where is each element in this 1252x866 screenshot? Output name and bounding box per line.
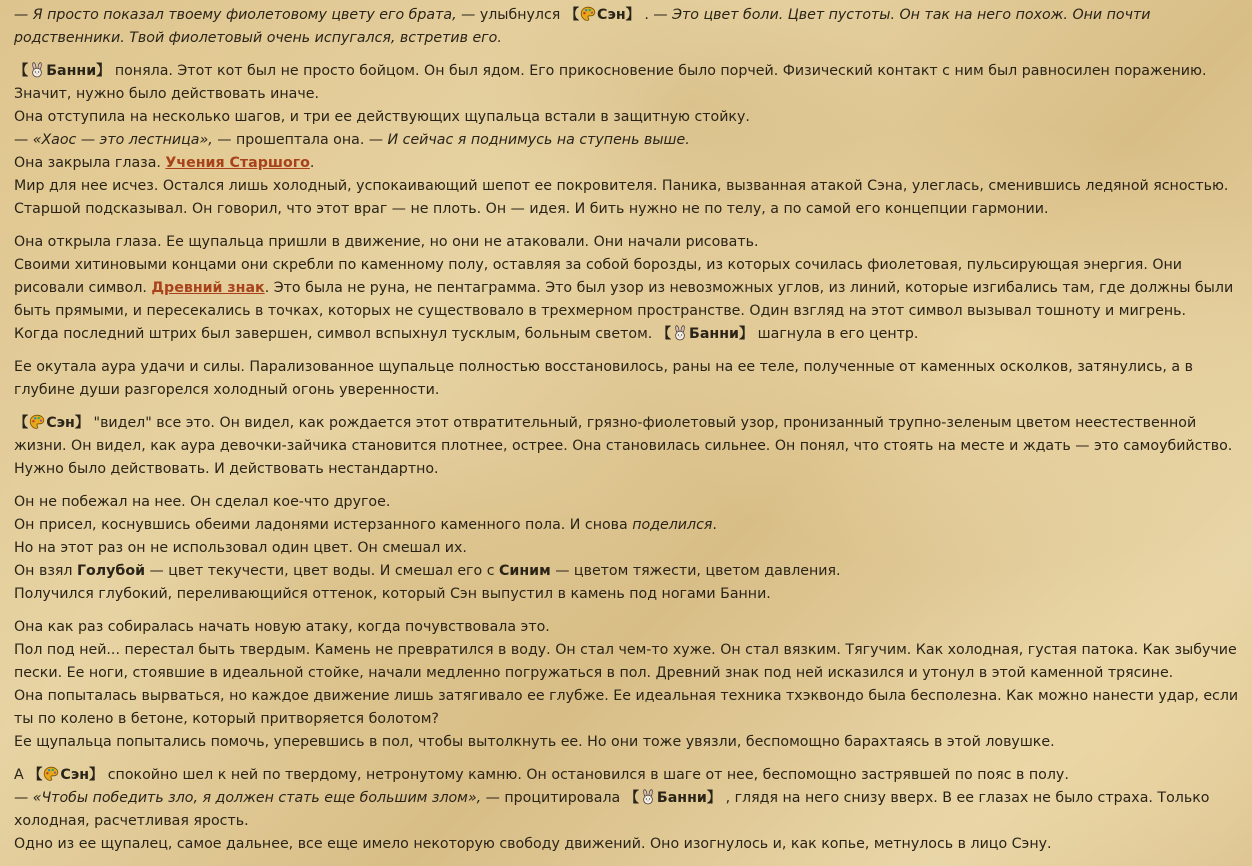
character-tag-sen: 【 Сэн】	[564, 7, 640, 23]
text-segment: Она закрыла глаза.	[14, 155, 166, 171]
text-segment: — цвет текучести, цвет воды. И смешал его с	[145, 563, 500, 579]
bold-term: Голубой	[76, 563, 146, 579]
text-segment: Одно из ее щупалец, самое дальнее, все еще имело некоторую свободу движений. Оно изогнулось и, как копье, метнулось в лицо Сэну.	[14, 836, 1052, 852]
text-line	[14, 254, 1240, 323]
text-line	[14, 787, 1240, 833]
character-name: Сэн	[60, 767, 90, 783]
text-line	[14, 231, 1240, 254]
italic-speech: — Я просто показал твоему фиолетовому цвету его брата, —	[14, 7, 480, 23]
term-link[interactable]: Учения Старшого	[165, 155, 310, 171]
text-segment: спокойно шел к ней по твердому, нетронутому камню. Он остановился в шаге от нее, беспомощно застрявшей по пояс в полу.	[103, 767, 1069, 783]
text-line	[14, 639, 1240, 685]
paragraph	[14, 412, 1240, 481]
character-name: Сэн	[597, 7, 626, 23]
text-line	[14, 616, 1240, 639]
text-segment: .	[309, 155, 315, 171]
character-tag-banni: 【 Банни】	[624, 790, 722, 806]
text-line	[14, 175, 1240, 221]
text-segment: Он взял	[14, 563, 77, 579]
text-segment: Она как раз собиралась начать новую атаку, когда почувствовала это.	[14, 619, 550, 635]
text-segment: Он присел, коснувшись обеими ладонями истерзанного каменного пола. И снова	[14, 517, 633, 533]
text-line	[14, 491, 1240, 514]
text-segment: процитировала	[504, 790, 625, 806]
character-tag-banni: 【 Банни】	[656, 326, 754, 342]
text-line	[14, 323, 1240, 346]
rabbit-icon	[640, 789, 656, 805]
character-tag-sen: 【 Сэн】	[14, 415, 90, 431]
text-segment: Своими хитиновыми концами они скребли по каменному полу, оставляя за собой борозды, из которых сочилась фиолетовая, пульсирующая энергия. Они рисовали символ.	[14, 257, 1183, 296]
text-line	[14, 685, 1240, 731]
text-segment: Получился глубокий, переливающийся оттенок, который Сэн выпустил в камень под ногами Банни.	[14, 586, 771, 602]
text-segment: шагнула в его центр.	[753, 326, 919, 342]
text-segment: Пол под ней... перестал быть твердым. Камень не превратился в воду. Он стал чем-то хуже. Он стал вязким. Тягучим. Как холодная, густая патока. Как зыбучие пески. Ее ноги, стоявшие в идеальной стойке, начали медленно погружаться в пол. Древний знак под ней исказился и утонул в этой каменной трясине.	[14, 642, 1237, 681]
text-line	[14, 356, 1240, 402]
character-tag-banni: 【 Банни】	[14, 63, 111, 79]
text-segment: поняла. Этот кот был не просто бойцом. Он был ядом. Его прикосновение было порчей. Физический контакт с ним был равносилен поражению. Значит, нужно было действовать иначе.	[14, 63, 1207, 102]
text-line	[14, 514, 1240, 537]
character-name: Сэн	[46, 415, 75, 431]
text-segment: Когда последний штрих был завершен, символ вспыхнул тусклым, больным светом.	[14, 326, 657, 342]
text-line	[14, 60, 1240, 106]
text-line	[14, 833, 1240, 856]
rabbit-icon	[29, 62, 45, 78]
text-line	[14, 537, 1240, 560]
italic-speech: — «Чтобы победить зло, я должен стать еще большим злом», —	[14, 790, 505, 806]
paragraph	[14, 231, 1240, 346]
italic-speech: Это цвет боли. Цвет пустоты. Он так на него похож. Они почти родственники. Твой фиолетовый очень испугался, встретив его.	[14, 7, 1151, 46]
text-segment: Ее окутала аура удачи и силы. Парализованное щупальце полностью восстановилось, раны на ее теле, полученные от каменных осколков, затянулись, а в глубине души разгорелся холодный огонь уверенности.	[14, 359, 1193, 398]
text-segment: "видел" все это. Он видел, как рождается этот отвратительный, грязно-фиолетовый узор, пронизанный трупно-зеленым цветом неестественной жизни. Он видел, как аура девочки-зайчика становится плотнее, острее. Она становилась сильнее. Он понял, что стоять на месте и ждать — это самоубийство. Нужно было действовать. И действовать нестандартно.	[14, 415, 1233, 477]
text-line	[14, 560, 1240, 583]
term-link[interactable]: Древний знак	[151, 280, 265, 296]
text-segment: . Это была не руна, не пентаграмма. Это был узор из невозможных углов, из линий, которые изгибались там, где должны были быть прямыми, и пересекались в точках, которых не существовало в трехмерном пространстве. Один взгляд на этот символ вызывал тошноту и мигрень.	[14, 280, 1234, 319]
paragraph	[14, 491, 1240, 606]
text-line	[14, 412, 1240, 481]
paragraph	[14, 4, 1240, 50]
character-name: Банни	[689, 326, 739, 342]
rabbit-icon	[672, 325, 688, 341]
text-line	[14, 152, 1240, 175]
text-line	[14, 106, 1240, 129]
text-line	[14, 731, 1240, 754]
italic-speech: — «Хаос — это лестница», —	[14, 132, 236, 148]
text-segment: улыбнулся	[479, 7, 565, 23]
text-segment: Он не побежал на нее. Он сделал кое-что другое.	[14, 494, 391, 510]
paragraph	[14, 616, 1240, 754]
palette-icon	[29, 414, 45, 430]
text-segment: Она отступила на несколько шагов, и три ее действующих щупальца встали в защитную стойку.	[14, 109, 750, 125]
text-line	[14, 4, 1240, 50]
character-name: Банни	[656, 790, 707, 806]
text-segment: прошептала она. —	[235, 132, 388, 148]
palette-icon	[43, 766, 59, 782]
bold-term: Синим	[499, 563, 551, 579]
text-line	[14, 583, 1240, 606]
text-segment: Она попыталась вырваться, но каждое движение лишь затягивало ее глубже. Ее идеальная техника тхэквондо была бесполезна. Как можно нанести удар, если ты по колено в бетоне, который притворяется болотом?	[14, 688, 1239, 727]
text-line	[14, 764, 1240, 787]
italic-speech: поделился	[632, 517, 713, 533]
text-segment: Ее щупальца попытались помочь, уперевшись в пол, чтобы вытолкнуть ее. Но они тоже увязли, беспомощно барахтаясь в этой ловушке.	[14, 734, 1055, 750]
text-segment: Но на этот раз он не использовал один цвет. Он смешал их.	[14, 540, 467, 556]
text-segment: — цветом тяжести, цветом давления.	[550, 563, 841, 579]
text-segment: , глядя на него снизу вверх. В ее глазах не было страха. Только холодная, расчетливая ярость.	[14, 790, 1210, 829]
paragraph	[14, 764, 1240, 856]
text-segment: Мир для нее исчез. Остался лишь холодный, успокаивающий шепот ее покровителя. Паника, вызванная атакой Сэна, улеглась, сменившись ледяной ясностью. Старшой подсказывал. Он говорил, что этот враг — не плоть. Он — идея. И бить нужно не по телу, а по самой его концепции гармонии.	[14, 178, 1229, 217]
text-line	[14, 129, 1240, 152]
palette-icon	[580, 6, 596, 22]
paragraph	[14, 356, 1240, 402]
italic-speech: И сейчас я поднимусь на ступень выше.	[387, 132, 690, 148]
text-segment: Она открыла глаза. Ее щупальца пришли в движение, но они не атаковали. Они начали рисовать.	[14, 234, 759, 250]
text-segment: .	[712, 517, 717, 533]
character-name: Банни	[46, 63, 97, 79]
paragraph	[14, 60, 1240, 221]
story-text	[14, 4, 1240, 866]
text-segment: . —	[639, 7, 673, 23]
character-tag-sen: 【 Сэн】	[28, 767, 104, 783]
text-segment: А	[14, 767, 29, 783]
